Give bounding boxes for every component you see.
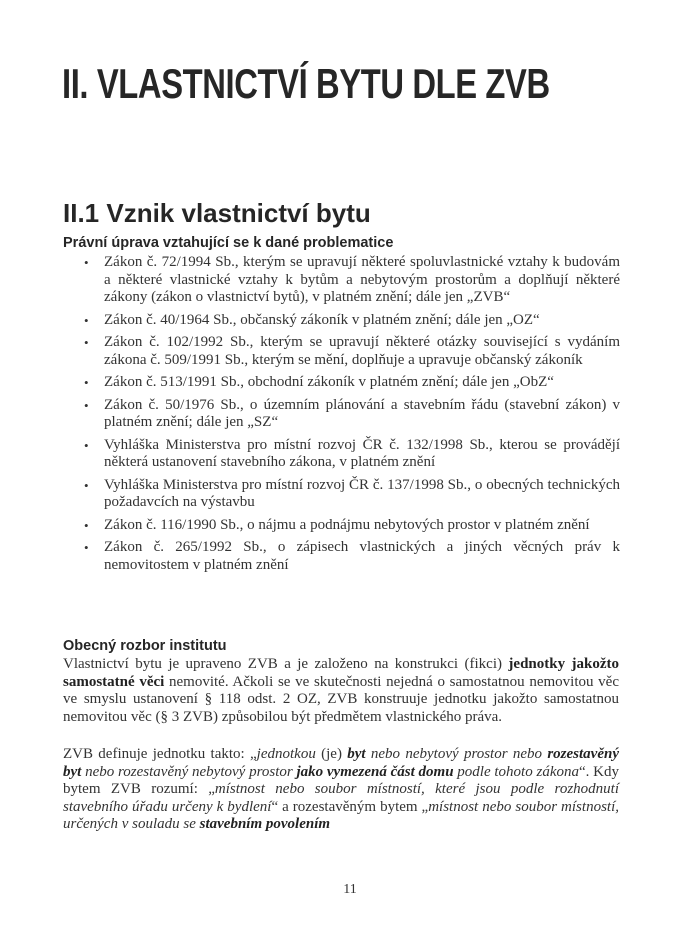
list-item-text: Zákon č. 265/1992 Sb., o zápisech vlastnických a jiných věcných práv k nemovitostem v platném znění — [104, 539, 620, 573]
emphasis-bold-italic: stavebním povolením — [199, 816, 331, 832]
legal-basis-list — [82, 254, 620, 579]
quote-italic: nebo nebytový prostor nebo — [365, 746, 548, 762]
quote-italic: podle tohoto zákona — [453, 763, 579, 780]
text-run: (je) — [315, 746, 348, 762]
list-item-text: Zákon č. 40/1964 Sb., občanský zákoník v platném znění; dále jen „OZ“ — [104, 311, 540, 328]
list-item-text: Zákon č. 102/1992 Sb., kterým se upravují některé otázky související s vydáním zákona č. 509/1991 Sb., kterým se mění, doplňuje a upravuje občanský zákoník — [104, 334, 620, 368]
list-item — [82, 539, 620, 574]
general-analysis-heading: Obecný rozbor institutu — [63, 638, 227, 654]
list-item — [82, 374, 620, 392]
paragraph-unit-construction — [63, 656, 619, 726]
quote-italic: místnost nebo soubor místností, které jsou podle rozhodnutí stavebního úřadu určeny k bydlení — [63, 781, 619, 815]
list-item-text: Vyhláška Ministerstva pro místní rozvoj ČR č. 137/1998 Sb., o obecných technických požadavcích na výstavbu — [104, 476, 620, 510]
bullet-icon: • — [84, 375, 89, 390]
bullet-icon: • — [84, 540, 89, 555]
chapter-title: II. VLASTNICTVÍ BYTU DLE ZVB — [62, 60, 550, 107]
bullet-icon: • — [84, 517, 89, 533]
quote-italic: nebo rozestavěný nebytový prostor — [81, 763, 297, 780]
bullet-icon: • — [84, 437, 89, 453]
emphasis-bold: jednotky jakožto samostatné věci — [63, 656, 619, 690]
list-item — [82, 334, 620, 369]
bullet-icon: • — [84, 477, 89, 493]
emphasis-bold-italic: rozestavěný byt — [63, 746, 619, 780]
emphasis-bold-italic: byt — [347, 746, 366, 762]
legal-basis-heading: Právní úprava vztahující se k dané problematice — [63, 235, 394, 251]
page-number: 11 — [343, 882, 357, 897]
list-item — [82, 312, 620, 330]
text-run: “ a rozestavěným bytem „ — [271, 798, 429, 815]
bullet-icon: • — [84, 397, 89, 413]
list-item — [82, 477, 620, 512]
list-item-text: Zákon č. 116/1990 Sb., o nájmu a podnájmu nebytových prostor v platném znění — [104, 516, 590, 533]
text-run: nemovité. Ačkoli se ve skutečnosti nejedná o samostatnou nemovitou věc ve smyslu ustanovení § 118 odst. 2 OZ, ZVB konstruuje jednotku jakožto samostatnou nemovitou věc (§ 3 ZVB) způsobilou být předmětem vlastnického práva. — [63, 673, 619, 725]
list-item-text: Vyhláška Ministerstva pro místní rozvoj ČR č. 132/1998 Sb., kterou se provádějí některá ustanovení stavebního zákona, v platném znění — [104, 436, 620, 470]
list-item — [82, 254, 620, 307]
bullet-icon: • — [84, 335, 89, 350]
bullet-icon: • — [84, 312, 89, 328]
text-run: Vlastnictví bytu je upraveno ZVB a je založeno na konstrukci (fikci) — [63, 656, 509, 672]
list-item-text: Zákon č. 50/1976 Sb., o územním plánování a stavebním řádu (stavební zákon) v platném znění; dále jen „SZ“ — [104, 396, 620, 430]
section-title: II.1 Vznik vlastnictví bytu — [63, 198, 371, 228]
list-item — [82, 397, 620, 432]
text-run: “. Kdy bytem ZVB rozumí: „ — [63, 763, 619, 797]
list-item — [82, 517, 620, 535]
text-run: ZVB definuje jednotku takto: „ — [63, 746, 257, 762]
paragraph-unit-definition — [63, 746, 619, 834]
emphasis-bold-italic: jako vymezená část domu — [296, 763, 454, 780]
list-item — [82, 437, 620, 472]
list-item-text: Zákon č. 72/1994 Sb., kterým se upravují některé spoluvlastnické vztahy k budovám a některé vlastnické vztahy k bytům a nebytovým prostorům a doplňují některé zákony (zákon o vlastnictví bytů), v platném znění; dále jen „ZVB“ — [104, 254, 620, 305]
list-item-text: Zákon č. 513/1991 Sb., obchodní zákoník v platném znění; dále jen „ObZ“ — [104, 374, 554, 390]
quote-italic: jednotkou — [256, 746, 316, 762]
quote-italic: místnost nebo soubor místností, určených v souladu se — [63, 798, 619, 832]
bullet-icon: • — [84, 255, 89, 270]
